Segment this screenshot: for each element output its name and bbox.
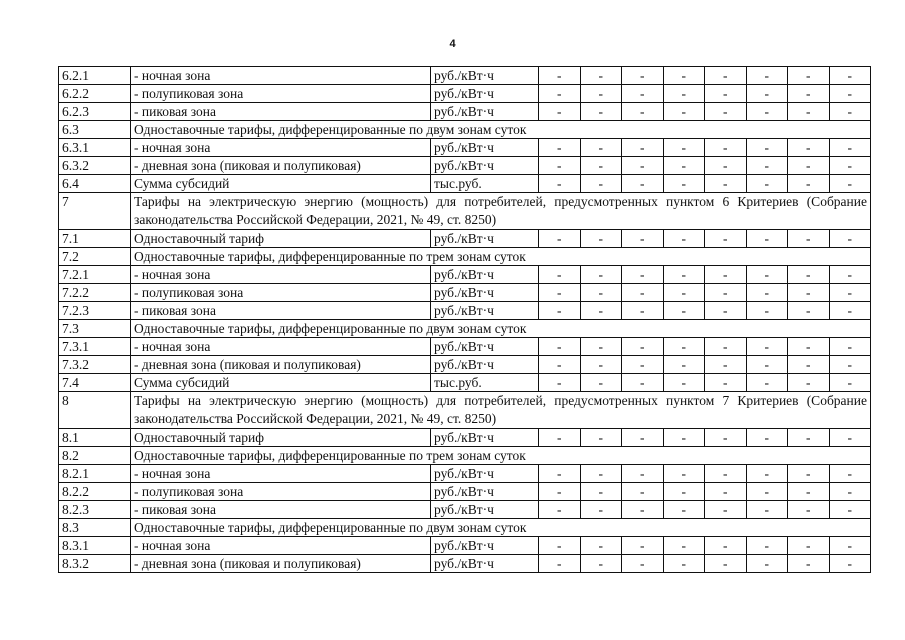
row-number: 8.3 <box>59 519 131 537</box>
value-cell: - <box>788 230 830 248</box>
value-cell: - <box>829 266 871 284</box>
value-cell: - <box>746 85 788 103</box>
value-cell: - <box>580 284 622 302</box>
value-cell: - <box>788 266 830 284</box>
value-cell: - <box>746 266 788 284</box>
row-unit: руб./кВт·ч <box>431 85 539 103</box>
value-cell: - <box>622 501 664 519</box>
value-cell: - <box>539 356 581 374</box>
table-row <box>59 465 871 483</box>
value-cell: - <box>705 555 747 573</box>
row-number: 7.1 <box>59 230 131 248</box>
value-cell: - <box>580 374 622 392</box>
value-cell: - <box>705 501 747 519</box>
value-cell: - <box>539 175 581 193</box>
value-cell: - <box>663 374 705 392</box>
value-cell: - <box>829 85 871 103</box>
row-heading: Тарифы на электрическую энергию (мощность) для потребителей, предусмотренных пунктом 6 Критериев (Собрание законодательства Российской Федерации, 2021, № 49, ст. 8250) <box>131 193 871 230</box>
value-cell: - <box>580 157 622 175</box>
value-cell: - <box>705 157 747 175</box>
value-cell: - <box>663 537 705 555</box>
value-cell: - <box>788 374 830 392</box>
value-cell: - <box>622 230 664 248</box>
row-number: 8.2.1 <box>59 465 131 483</box>
row-number: 6.4 <box>59 175 131 193</box>
row-heading: Одноставочные тарифы, дифференцированные по двум зонам суток <box>131 320 871 338</box>
row-name: - дневная зона (пиковая и полупиковая) <box>131 157 431 175</box>
row-unit: руб./кВт·ч <box>431 537 539 555</box>
value-cell: - <box>788 356 830 374</box>
group-header-row <box>59 248 871 266</box>
row-number: 8.1 <box>59 429 131 447</box>
value-cell: - <box>539 537 581 555</box>
value-cell: - <box>705 465 747 483</box>
value-cell: - <box>539 302 581 320</box>
row-number: 8.3.2 <box>59 555 131 573</box>
row-unit: руб./кВт·ч <box>431 302 539 320</box>
value-cell: - <box>539 465 581 483</box>
value-cell: - <box>539 230 581 248</box>
value-cell: - <box>539 501 581 519</box>
row-unit: руб./кВт·ч <box>431 266 539 284</box>
value-cell: - <box>580 356 622 374</box>
value-cell: - <box>746 465 788 483</box>
value-cell: - <box>705 85 747 103</box>
value-cell: - <box>705 537 747 555</box>
row-unit: руб./кВт·ч <box>431 483 539 501</box>
row-number: 7.2.1 <box>59 266 131 284</box>
value-cell: - <box>663 465 705 483</box>
value-cell: - <box>788 85 830 103</box>
table-row <box>59 266 871 284</box>
value-cell: - <box>580 139 622 157</box>
row-unit: руб./кВт·ч <box>431 139 539 157</box>
value-cell: - <box>705 139 747 157</box>
value-cell: - <box>622 67 664 85</box>
value-cell: - <box>539 103 581 121</box>
value-cell: - <box>705 374 747 392</box>
value-cell: - <box>580 338 622 356</box>
value-cell: - <box>663 555 705 573</box>
value-cell: - <box>622 302 664 320</box>
value-cell: - <box>788 555 830 573</box>
value-cell: - <box>580 501 622 519</box>
row-name: - ночная зона <box>131 266 431 284</box>
value-cell: - <box>663 284 705 302</box>
value-cell: - <box>746 374 788 392</box>
value-cell: - <box>788 465 830 483</box>
row-name: - ночная зона <box>131 338 431 356</box>
row-unit: руб./кВт·ч <box>431 67 539 85</box>
row-number: 7.2 <box>59 248 131 266</box>
value-cell: - <box>580 483 622 501</box>
row-number: 7.2.3 <box>59 302 131 320</box>
value-cell: - <box>788 103 830 121</box>
table-row <box>59 356 871 374</box>
value-cell: - <box>705 483 747 501</box>
table-row <box>59 302 871 320</box>
row-number: 6.3.2 <box>59 157 131 175</box>
row-number: 8.2.2 <box>59 483 131 501</box>
value-cell: - <box>829 537 871 555</box>
value-cell: - <box>539 555 581 573</box>
value-cell: - <box>580 302 622 320</box>
value-cell: - <box>622 157 664 175</box>
value-cell: - <box>622 356 664 374</box>
value-cell: - <box>622 103 664 121</box>
value-cell: - <box>746 483 788 501</box>
value-cell: - <box>829 103 871 121</box>
value-cell: - <box>622 175 664 193</box>
row-name: - полупиковая зона <box>131 483 431 501</box>
section-row <box>59 392 871 429</box>
value-cell: - <box>746 230 788 248</box>
table-row <box>59 67 871 85</box>
value-cell: - <box>622 85 664 103</box>
value-cell: - <box>663 302 705 320</box>
value-cell: - <box>663 157 705 175</box>
row-number: 6.2.1 <box>59 67 131 85</box>
table-row <box>59 338 871 356</box>
value-cell: - <box>622 374 664 392</box>
value-cell: - <box>580 175 622 193</box>
value-cell: - <box>829 356 871 374</box>
value-cell: - <box>539 67 581 85</box>
value-cell: - <box>788 284 830 302</box>
row-unit: руб./кВт·ч <box>431 501 539 519</box>
value-cell: - <box>539 483 581 501</box>
table-row <box>59 230 871 248</box>
value-cell: - <box>788 501 830 519</box>
row-number: 6.3.1 <box>59 139 131 157</box>
value-cell: - <box>580 465 622 483</box>
row-name: - пиковая зона <box>131 501 431 519</box>
value-cell: - <box>829 284 871 302</box>
value-cell: - <box>829 465 871 483</box>
row-number: 7.4 <box>59 374 131 392</box>
page-number: 4 <box>449 38 456 50</box>
value-cell: - <box>788 302 830 320</box>
row-name: Сумма субсидий <box>131 175 431 193</box>
value-cell: - <box>539 85 581 103</box>
row-name: - полупиковая зона <box>131 284 431 302</box>
row-unit: тыс.руб. <box>431 374 539 392</box>
value-cell: - <box>746 302 788 320</box>
section-row <box>59 193 871 230</box>
row-number: 7.3 <box>59 320 131 338</box>
table-row <box>59 501 871 519</box>
row-unit: тыс.руб. <box>431 175 539 193</box>
row-unit: руб./кВт·ч <box>431 230 539 248</box>
value-cell: - <box>622 483 664 501</box>
value-cell: - <box>746 356 788 374</box>
value-cell: - <box>580 103 622 121</box>
value-cell: - <box>829 175 871 193</box>
row-unit: руб./кВт·ч <box>431 284 539 302</box>
row-heading: Одноставочные тарифы, дифференцированные по двум зонам суток <box>131 121 871 139</box>
value-cell: - <box>663 338 705 356</box>
value-cell: - <box>746 284 788 302</box>
value-cell: - <box>705 302 747 320</box>
group-header-row <box>59 519 871 537</box>
value-cell: - <box>829 230 871 248</box>
value-cell: - <box>705 356 747 374</box>
value-cell: - <box>580 266 622 284</box>
value-cell: - <box>829 157 871 175</box>
row-unit: руб./кВт·ч <box>431 356 539 374</box>
value-cell: - <box>622 537 664 555</box>
group-header-row <box>59 447 871 465</box>
row-number: 7.3.2 <box>59 356 131 374</box>
value-cell: - <box>705 230 747 248</box>
value-cell: - <box>829 374 871 392</box>
row-name: - дневная зона (пиковая и полупиковая) <box>131 356 431 374</box>
row-unit: руб./кВт·ч <box>431 429 539 447</box>
value-cell: - <box>663 139 705 157</box>
group-header-row <box>59 320 871 338</box>
value-cell: - <box>829 429 871 447</box>
row-name: Одноставочный тариф <box>131 429 431 447</box>
row-name: Одноставочный тариф <box>131 230 431 248</box>
value-cell: - <box>663 103 705 121</box>
row-unit: руб./кВт·ч <box>431 465 539 483</box>
value-cell: - <box>663 85 705 103</box>
value-cell: - <box>705 67 747 85</box>
tariff-table <box>58 66 871 573</box>
row-heading: Одноставочные тарифы, дифференцированные по двум зонам суток <box>131 519 871 537</box>
value-cell: - <box>746 537 788 555</box>
row-name: - дневная зона (пиковая и полупиковая) <box>131 555 431 573</box>
table-row <box>59 537 871 555</box>
value-cell: - <box>539 266 581 284</box>
row-heading: Одноставочные тарифы, дифференцированные по трем зонам суток <box>131 248 871 266</box>
table-row <box>59 85 871 103</box>
value-cell: - <box>622 465 664 483</box>
value-cell: - <box>788 157 830 175</box>
row-number: 8 <box>59 392 131 429</box>
value-cell: - <box>663 356 705 374</box>
value-cell: - <box>705 266 747 284</box>
value-cell: - <box>580 429 622 447</box>
table-row <box>59 139 871 157</box>
value-cell: - <box>746 103 788 121</box>
value-cell: - <box>746 139 788 157</box>
value-cell: - <box>746 501 788 519</box>
row-number: 6.2.3 <box>59 103 131 121</box>
row-number: 8.2.3 <box>59 501 131 519</box>
value-cell: - <box>746 157 788 175</box>
value-cell: - <box>539 429 581 447</box>
value-cell: - <box>788 338 830 356</box>
value-cell: - <box>705 429 747 447</box>
value-cell: - <box>539 284 581 302</box>
value-cell: - <box>622 429 664 447</box>
value-cell: - <box>829 338 871 356</box>
row-name: - ночная зона <box>131 537 431 555</box>
row-number: 8.2 <box>59 447 131 465</box>
value-cell: - <box>746 67 788 85</box>
row-name: Сумма субсидий <box>131 374 431 392</box>
table-row <box>59 284 871 302</box>
value-cell: - <box>705 175 747 193</box>
value-cell: - <box>788 483 830 501</box>
group-header-row <box>59 121 871 139</box>
value-cell: - <box>580 555 622 573</box>
value-cell: - <box>746 429 788 447</box>
value-cell: - <box>788 429 830 447</box>
table-row <box>59 483 871 501</box>
value-cell: - <box>580 537 622 555</box>
value-cell: - <box>622 284 664 302</box>
table-row <box>59 175 871 193</box>
tariff-table-body <box>59 67 871 573</box>
value-cell: - <box>663 266 705 284</box>
value-cell: - <box>705 284 747 302</box>
value-cell: - <box>539 139 581 157</box>
row-name: - пиковая зона <box>131 103 431 121</box>
table-row <box>59 157 871 175</box>
value-cell: - <box>829 555 871 573</box>
row-name: - ночная зона <box>131 67 431 85</box>
value-cell: - <box>663 501 705 519</box>
value-cell: - <box>580 67 622 85</box>
value-cell: - <box>788 67 830 85</box>
row-name: - ночная зона <box>131 465 431 483</box>
row-unit: руб./кВт·ч <box>431 338 539 356</box>
table-row <box>59 103 871 121</box>
value-cell: - <box>829 302 871 320</box>
value-cell: - <box>622 139 664 157</box>
value-cell: - <box>705 338 747 356</box>
value-cell: - <box>622 338 664 356</box>
row-unit: руб./кВт·ч <box>431 103 539 121</box>
row-heading: Одноставочные тарифы, дифференцированные по трем зонам суток <box>131 447 871 465</box>
value-cell: - <box>788 175 830 193</box>
value-cell: - <box>829 501 871 519</box>
row-number: 8.3.1 <box>59 537 131 555</box>
row-name: - полупиковая зона <box>131 85 431 103</box>
row-number: 6.2.2 <box>59 85 131 103</box>
value-cell: - <box>663 67 705 85</box>
value-cell: - <box>746 555 788 573</box>
row-number: 7.2.2 <box>59 284 131 302</box>
value-cell: - <box>788 537 830 555</box>
value-cell: - <box>622 555 664 573</box>
value-cell: - <box>829 483 871 501</box>
row-unit: руб./кВт·ч <box>431 157 539 175</box>
value-cell: - <box>829 67 871 85</box>
value-cell: - <box>788 139 830 157</box>
value-cell: - <box>663 175 705 193</box>
value-cell: - <box>580 85 622 103</box>
row-heading: Тарифы на электрическую энергию (мощность) для потребителей, предусмотренных пунктом 7 Критериев (Собрание законодательства Российской Федерации, 2021, № 49, ст. 8250) <box>131 392 871 429</box>
value-cell: - <box>539 157 581 175</box>
row-name: - пиковая зона <box>131 302 431 320</box>
value-cell: - <box>539 338 581 356</box>
value-cell: - <box>580 230 622 248</box>
value-cell: - <box>829 139 871 157</box>
value-cell: - <box>663 483 705 501</box>
table-row <box>59 555 871 573</box>
row-number: 6.3 <box>59 121 131 139</box>
row-number: 7.3.1 <box>59 338 131 356</box>
row-number: 7 <box>59 193 131 230</box>
value-cell: - <box>539 374 581 392</box>
value-cell: - <box>746 338 788 356</box>
value-cell: - <box>622 266 664 284</box>
row-unit: руб./кВт·ч <box>431 555 539 573</box>
value-cell: - <box>663 429 705 447</box>
table-row <box>59 429 871 447</box>
table-row <box>59 374 871 392</box>
row-name: - ночная зона <box>131 139 431 157</box>
value-cell: - <box>663 230 705 248</box>
value-cell: - <box>705 103 747 121</box>
value-cell: - <box>746 175 788 193</box>
